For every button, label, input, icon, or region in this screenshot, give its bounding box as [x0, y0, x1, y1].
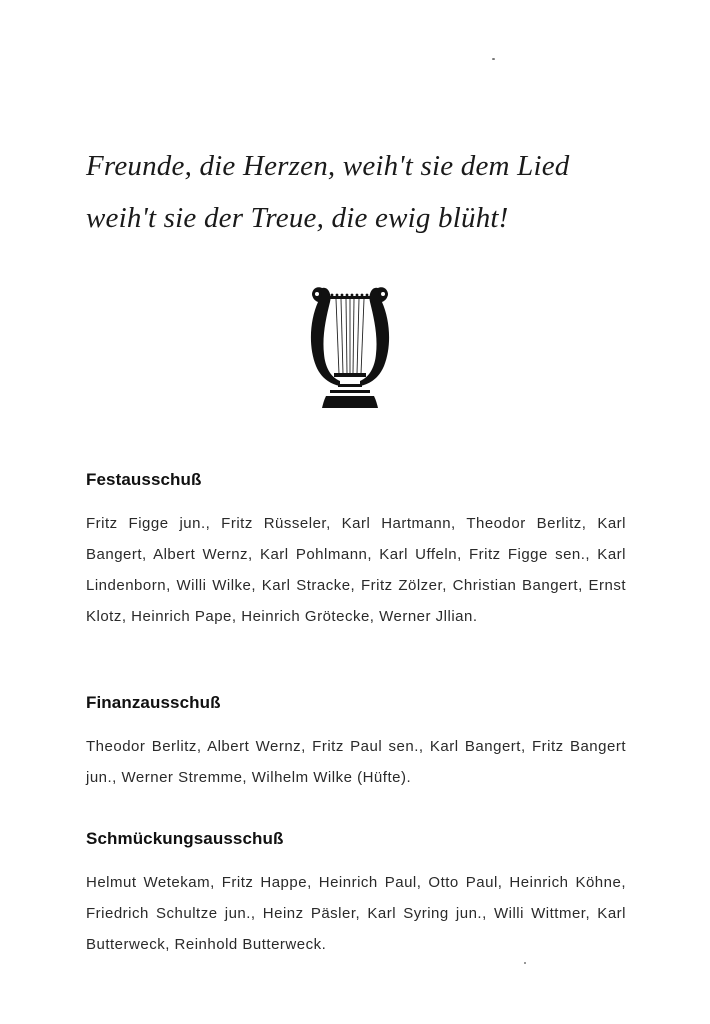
section-members: Theodor Berlitz, Albert Wernz, Fritz Paul sen., Karl Bangert, Fritz Bangert jun., Werner Stremme, Wilhelm Wilke (Hüfte).	[86, 738, 626, 786]
section-festausschuss	[86, 470, 626, 632]
section-members: Fritz Figge jun., Fritz Rüsseler, Karl Hartmann, Theodor Berlitz, Karl Bangert, Albert Wernz, Karl Pohlmann, Karl Uffeln, Fritz Figge sen., Karl Lindenborn, Willi Wilke, Karl Stracke, Fritz Zölzer, Christian Bangert, Ernst Klotz, Heinrich Pape, Heinrich Grötecke, Werner Jllian.	[86, 515, 626, 625]
section-finanzausschuss	[86, 693, 626, 793]
section-schmueckungsausschuss	[86, 829, 626, 960]
section-members: Helmut Wetekam, Fritz Happe, Heinrich Paul, Otto Paul, Heinrich Köhne, Friedrich Schultze jun., Heinz Päsler, Karl Syring jun., Willi Wittmer, Karl Butterweck, Reinhold Butterweck.	[86, 874, 626, 953]
lyre-icon	[300, 274, 400, 410]
section-heading: Schmückungsausschuß	[86, 829, 284, 848]
motto-line-2: weih't sie der Treue, die ewig blüht!	[86, 202, 509, 234]
paper-speck	[492, 58, 495, 60]
motto-line-1: Freunde, die Herzen, weih't sie dem Lied	[86, 150, 570, 182]
section-heading: Finanzausschuß	[86, 693, 221, 712]
motto	[86, 140, 666, 244]
paper-speck	[524, 962, 526, 964]
section-heading: Festausschuß	[86, 470, 202, 489]
